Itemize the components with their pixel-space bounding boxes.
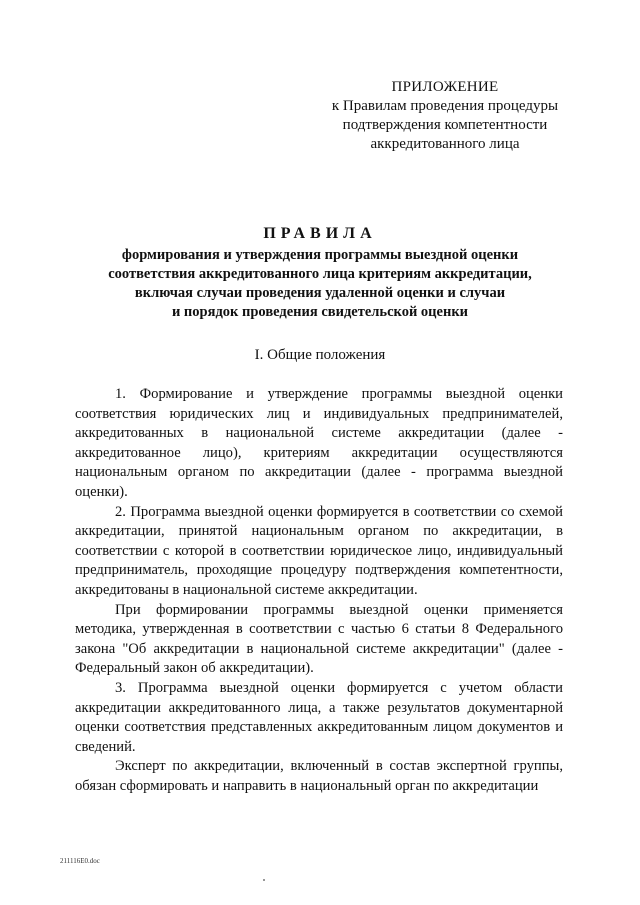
- appendix-line: к Правилам проведения процедуры: [331, 98, 559, 114]
- appendix-line: подтверждения компетентности: [342, 117, 548, 133]
- rules-subtitle-line: формирования и утверждения программы выездной оценки: [121, 247, 519, 263]
- footer-doc-code: 211116E0.doc: [60, 857, 100, 865]
- paragraph-1: 1. Формирование и утверждение программы выездной оценки соответствия юридических лиц и индивидуальных предпринимателей, аккредитованных в национальной системе аккредитации (далее - аккредитованное лицо), критериям аккредитации осуществляются национальным органом по аккредитации (далее - программа выездной оценки).: [75, 386, 563, 500]
- paragraph-3: 3. Программа выездной оценки формируется с учетом области аккредитации аккредитованного лица, а также результатов документарной оценки соответствия представленных аккредитованным лицом документов и сведений.: [75, 679, 563, 755]
- paragraph-2: 2. Программа выездной оценки формируется в соответствии со схемой аккредитации, принятой национальным органом по аккредитации, в соответствии с которой в соответствии юридическое лицо, индивидуальный предприниматель, проходящие процедуру подтверждения компетентности, аккредитованы в национальной системе аккредитации.: [75, 503, 563, 598]
- rules-subtitle-line: включая случаи проведения удаленной оценки и случаи: [134, 285, 506, 301]
- footer-mark: [263, 879, 265, 881]
- body-text: [75, 385, 563, 796]
- rules-subtitle-line: соответствия аккредитованного лица критериям аккредитации,: [108, 266, 532, 282]
- appendix-block: [300, 78, 590, 154]
- paragraph-3-continued: Эксперт по аккредитации, включенный в состав экспертной группы, обязан сформировать и направить в национальный орган по аккредитации: [75, 758, 563, 794]
- rules-title-block: [60, 224, 580, 322]
- rules-title: ПРАВИЛА: [263, 225, 377, 242]
- rules-subtitle-line: и порядок проведения свидетельской оценки: [171, 304, 469, 320]
- appendix-line: аккредитованного лица: [370, 136, 520, 152]
- appendix-title: ПРИЛОЖЕНИЕ: [391, 79, 499, 95]
- paragraph-2-continued: При формировании программы выездной оценки применяется методика, утвержденная в соответствии с частью 6 статьи 8 Федерального закона "Об аккредитации в национальной системе аккредитации" (далее - Федеральный закон об аккредитации).: [75, 601, 563, 677]
- section-heading: I. Общие положения: [254, 347, 386, 363]
